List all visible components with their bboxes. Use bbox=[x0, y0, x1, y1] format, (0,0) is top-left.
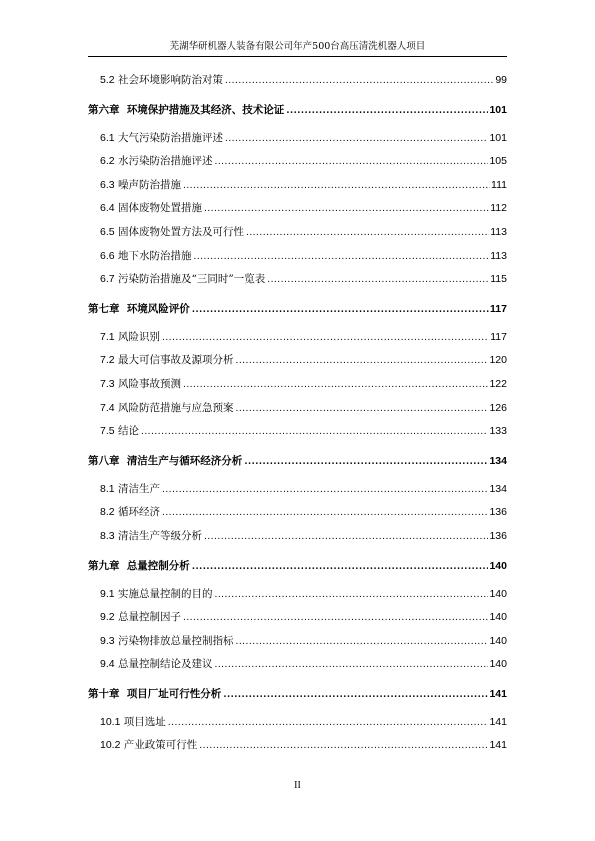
toc-entry-number: 第七章 bbox=[88, 302, 120, 315]
toc-entry-label bbox=[100, 734, 199, 758]
toc-entry-title: 风险事故预测 bbox=[117, 377, 181, 390]
toc-entry-title: 地下水防治措施 bbox=[117, 249, 192, 262]
dot-leader bbox=[214, 151, 488, 174]
toc-entry-title: 最大可信事故及源项分析 bbox=[117, 354, 234, 367]
toc-entry-title: 风险防范措施与应急预案 bbox=[117, 401, 234, 414]
toc-entry-number: 8.2 bbox=[100, 506, 115, 519]
toc-entry-label bbox=[100, 653, 214, 677]
toc-section-entry[interactable] bbox=[88, 373, 507, 397]
dot-leader bbox=[246, 222, 489, 245]
dot-leader bbox=[183, 374, 489, 397]
toc-entry-number: 9.3 bbox=[100, 634, 115, 647]
toc-section-entry[interactable] bbox=[88, 326, 507, 350]
toc-entry-title: 水污染防治措施评述 bbox=[117, 155, 213, 168]
toc-entry-title: 项目厂址可行性分析 bbox=[126, 687, 222, 700]
toc-entry-page: 101 bbox=[489, 131, 507, 144]
dot-leader bbox=[223, 678, 488, 711]
toc-entry-label bbox=[100, 197, 204, 221]
toc-entry-title: 固体废物处置方法及可行性 bbox=[117, 225, 244, 238]
toc-entry-label bbox=[100, 69, 225, 93]
toc-section-entry[interactable] bbox=[88, 150, 507, 174]
toc-entry-title: 清洁生产等级分析 bbox=[117, 529, 202, 542]
toc-entry-number: 7.4 bbox=[100, 401, 115, 414]
dot-leader bbox=[235, 631, 488, 654]
toc-chapter-entry[interactable] bbox=[88, 292, 507, 326]
toc-entry-title: 环境风险评价 bbox=[126, 302, 190, 315]
dot-leader bbox=[235, 398, 488, 421]
toc-entry-page: 140 bbox=[489, 559, 507, 572]
toc-section-entry[interactable] bbox=[88, 268, 507, 292]
toc-entry-page: 111 bbox=[491, 178, 507, 191]
toc-chapter-entry[interactable] bbox=[88, 444, 507, 478]
dot-leader bbox=[225, 70, 494, 93]
toc-entry-label bbox=[100, 326, 162, 350]
toc-entry-number: 6.6 bbox=[100, 249, 115, 262]
toc-entry-title: 社会环境影响防治对策 bbox=[117, 74, 223, 86]
dot-leader bbox=[168, 712, 489, 735]
toc-chapter-entry[interactable] bbox=[88, 677, 507, 711]
toc-entry-title: 固体废物处置措施 bbox=[117, 202, 202, 215]
toc-entry-label bbox=[100, 397, 235, 421]
toc-entry-page: 140 bbox=[489, 634, 507, 647]
page-header bbox=[88, 40, 507, 57]
toc-entry-label bbox=[100, 501, 162, 525]
toc-entry-number: 5.2 bbox=[100, 74, 115, 86]
toc-entry-page: 141 bbox=[489, 739, 507, 752]
toc-entry-number: 6.7 bbox=[100, 273, 115, 286]
toc-entry-page: 140 bbox=[489, 611, 507, 624]
toc-entry-page: 140 bbox=[489, 587, 507, 600]
toc-section-entry[interactable] bbox=[88, 174, 507, 198]
toc-entry-title: 污染防治措施及“三同时”一览表 bbox=[117, 273, 266, 286]
toc-section-entry[interactable] bbox=[88, 501, 507, 525]
dot-leader bbox=[193, 246, 489, 269]
toc-entry-label bbox=[100, 420, 141, 444]
toc-entry-number: 第九章 bbox=[88, 559, 120, 572]
toc-chapter-entry[interactable] bbox=[88, 93, 507, 127]
toc-entry-label bbox=[100, 349, 235, 373]
toc-entry-page: 141 bbox=[489, 687, 507, 700]
toc-entry-label bbox=[100, 525, 204, 549]
toc-entry-page: 136 bbox=[489, 529, 507, 542]
toc-entry-title: 清洁生产与循环经济分析 bbox=[126, 454, 243, 467]
toc-entry-number: 10.1 bbox=[100, 715, 121, 728]
toc-entry-label bbox=[88, 549, 192, 583]
toc-section-entry[interactable] bbox=[88, 127, 507, 151]
toc-entry-page: 136 bbox=[489, 506, 507, 519]
page-number: II bbox=[294, 780, 301, 791]
toc-entry-label bbox=[88, 93, 286, 127]
toc-entry-title: 环境保护措施及其经济、技术论证 bbox=[126, 103, 285, 116]
toc-entry-label bbox=[100, 268, 267, 292]
toc-section-entry[interactable] bbox=[88, 420, 507, 444]
dot-leader bbox=[235, 350, 488, 373]
toc-section-entry[interactable] bbox=[88, 349, 507, 373]
toc-entry-page: 117 bbox=[490, 330, 507, 343]
dot-leader bbox=[286, 94, 488, 127]
toc-entry-number: 第十章 bbox=[88, 687, 120, 700]
toc-entry-title: 风险识别 bbox=[117, 330, 160, 343]
toc-entry-title: 总量控制分析 bbox=[126, 559, 190, 572]
toc-entry-page: 101 bbox=[489, 103, 507, 116]
toc-entry-label bbox=[100, 711, 168, 735]
toc-entry-page: 140 bbox=[489, 658, 507, 671]
dot-leader bbox=[183, 607, 489, 630]
toc-section-entry[interactable] bbox=[88, 197, 507, 221]
dot-leader bbox=[162, 327, 489, 350]
toc-section-entry[interactable] bbox=[88, 711, 507, 735]
toc-entry-page: 105 bbox=[489, 155, 507, 168]
toc-entry-label bbox=[100, 221, 246, 245]
toc-entry-title: 项目选址 bbox=[123, 715, 166, 728]
dot-leader bbox=[162, 479, 489, 502]
toc-entry-label bbox=[100, 174, 183, 198]
toc-entry-label bbox=[88, 292, 192, 326]
toc-entry-page: 112 bbox=[490, 202, 507, 215]
toc-section-entry[interactable] bbox=[88, 630, 507, 654]
toc-entry-page: 120 bbox=[489, 354, 507, 367]
toc-entry-title: 清洁生产 bbox=[117, 482, 160, 495]
toc-entry-number: 7.2 bbox=[100, 354, 115, 367]
dot-leader bbox=[162, 502, 489, 525]
page-footer bbox=[0, 780, 595, 791]
toc-entry-page: 117 bbox=[490, 302, 507, 315]
toc-entry-label bbox=[100, 478, 162, 502]
toc-entry-label bbox=[88, 677, 223, 711]
toc-entry-page: 134 bbox=[489, 454, 507, 467]
toc-entry-number: 6.3 bbox=[100, 178, 115, 191]
table-of-contents bbox=[88, 69, 507, 758]
toc-entry-number: 7.1 bbox=[100, 330, 115, 343]
toc-entry-number: 第六章 bbox=[88, 103, 120, 116]
dot-leader bbox=[192, 293, 489, 326]
toc-section-entry[interactable] bbox=[88, 221, 507, 245]
dot-leader bbox=[225, 128, 489, 151]
toc-entry-title: 大气污染防治措施评述 bbox=[117, 131, 223, 144]
toc-entry-title: 循环经济 bbox=[117, 506, 160, 519]
toc-section-entry[interactable] bbox=[88, 478, 507, 502]
dot-leader bbox=[183, 175, 490, 198]
toc-section-entry[interactable] bbox=[88, 734, 507, 758]
toc-entry-label bbox=[100, 583, 214, 607]
toc-entry-label bbox=[100, 373, 183, 397]
toc-entry-page: 126 bbox=[489, 401, 507, 414]
toc-entry-title: 实施总量控制的目的 bbox=[117, 587, 213, 600]
toc-section-entry[interactable] bbox=[88, 397, 507, 421]
toc-entry-number: 7.5 bbox=[100, 425, 115, 438]
toc-entry-title: 总量控制结论及建议 bbox=[117, 658, 213, 671]
toc-entry-number: 9.2 bbox=[100, 611, 115, 624]
toc-section-entry[interactable] bbox=[88, 525, 507, 549]
document-title: 芜湖华研机器人装备有限公司年产500台高压清洗机器人项目 bbox=[169, 41, 426, 52]
toc-entry-title: 污染物排放总量控制指标 bbox=[117, 634, 234, 647]
toc-entry-number: 8.3 bbox=[100, 529, 115, 542]
toc-entry-title: 结论 bbox=[117, 425, 139, 438]
toc-entry-number: 第八章 bbox=[88, 454, 120, 467]
toc-entry-number: 9.4 bbox=[100, 658, 115, 671]
toc-entry-number: 6.4 bbox=[100, 202, 115, 215]
toc-entry-page: 99 bbox=[495, 74, 507, 86]
toc-entry-number: 6.2 bbox=[100, 155, 115, 168]
toc-entry-page: 115 bbox=[490, 273, 507, 286]
dot-leader bbox=[204, 526, 489, 549]
toc-entry-label bbox=[100, 630, 235, 654]
toc-entry-label bbox=[100, 150, 214, 174]
toc-entry-page: 134 bbox=[489, 482, 507, 495]
toc-section-entry[interactable] bbox=[88, 583, 507, 607]
toc-entry-page: 141 bbox=[489, 715, 507, 728]
dot-leader bbox=[199, 735, 488, 758]
dot-leader bbox=[244, 445, 488, 478]
toc-entry-page: 113 bbox=[490, 225, 507, 238]
toc-section-entry[interactable] bbox=[88, 245, 507, 269]
toc-entry-label bbox=[100, 127, 225, 151]
toc-entry-label bbox=[100, 606, 183, 630]
toc-section-entry[interactable] bbox=[88, 606, 507, 630]
dot-leader bbox=[204, 198, 489, 221]
toc-entry-title: 产业政策可行性 bbox=[123, 739, 198, 752]
toc-entry-number: 7.3 bbox=[100, 377, 115, 390]
toc-section-entry[interactable] bbox=[88, 653, 507, 677]
toc-entry-label bbox=[100, 245, 193, 269]
dot-leader bbox=[141, 421, 489, 444]
toc-entry-number: 6.1 bbox=[100, 131, 115, 144]
toc-entry-number: 9.1 bbox=[100, 587, 115, 600]
dot-leader bbox=[214, 654, 488, 677]
dot-leader bbox=[267, 269, 489, 292]
toc-entry-title: 总量控制因子 bbox=[117, 611, 181, 624]
dot-leader bbox=[192, 550, 489, 583]
toc-entry-title: 噪声防治措施 bbox=[117, 178, 181, 191]
toc-entry-page: 113 bbox=[490, 249, 507, 262]
dot-leader bbox=[214, 584, 488, 607]
toc-chapter-entry[interactable] bbox=[88, 549, 507, 583]
toc-entry-number: 10.2 bbox=[100, 739, 121, 752]
toc-section-entry[interactable] bbox=[88, 69, 507, 93]
toc-entry-number: 8.1 bbox=[100, 482, 115, 495]
toc-entry-page: 133 bbox=[489, 425, 507, 438]
toc-entry-label bbox=[88, 444, 244, 478]
toc-entry-page: 122 bbox=[489, 377, 507, 390]
toc-entry-number: 6.5 bbox=[100, 225, 115, 238]
